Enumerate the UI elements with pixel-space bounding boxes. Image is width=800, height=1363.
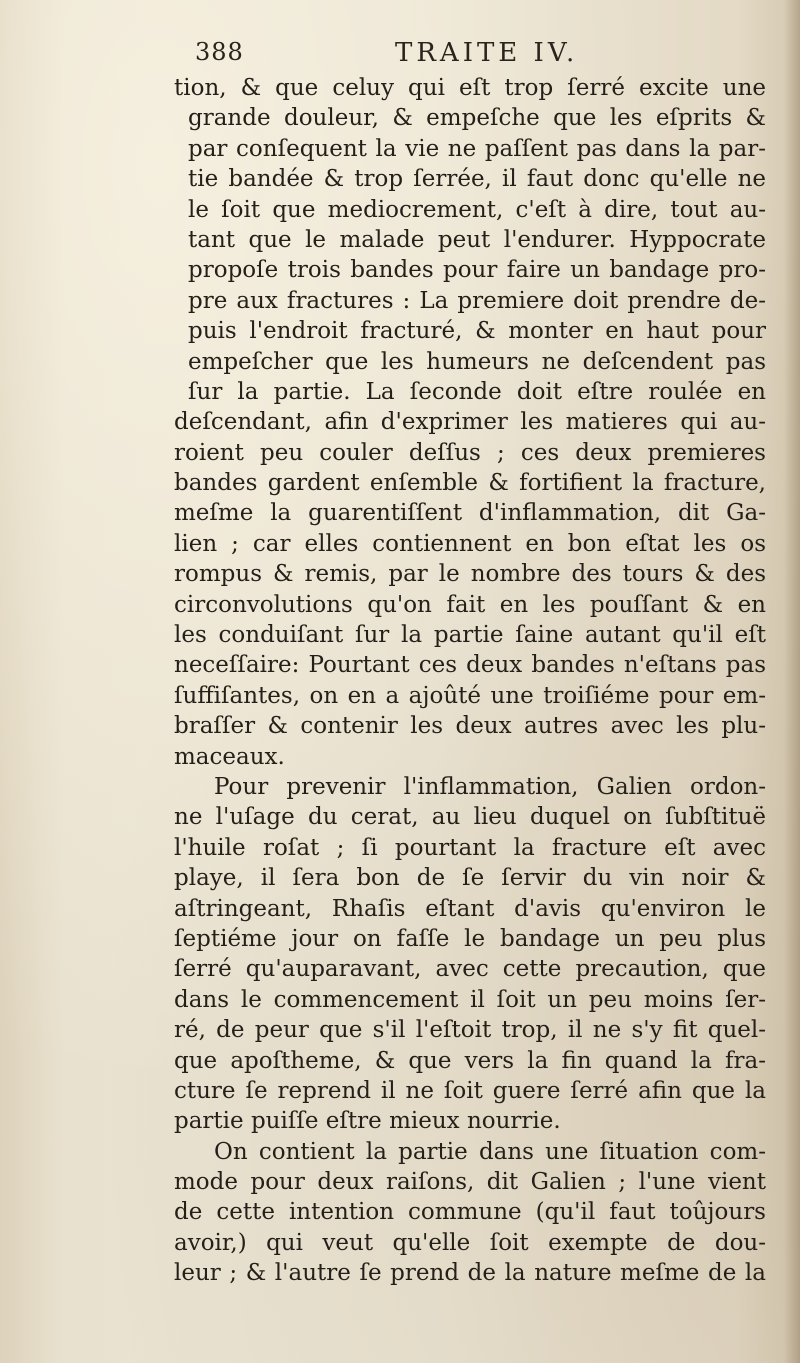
paragraph-start-line: On contient la partie dans une ſituation com- <box>214 1138 766 1165</box>
text-line: neceſſaire: Pourtant ces deux bandes n'eſtans pas <box>174 652 766 679</box>
text-line: l'huile roſat ; ſi pourtant la fracture eſt avec <box>174 834 766 861</box>
text-line: mode pour deux raiſons, dit Galien ; l'une vient <box>174 1169 766 1196</box>
running-title: TRAITE IV. <box>395 38 579 68</box>
text-line: meſme la guarentiſſent d'inflammation, dit Ga- <box>174 500 766 527</box>
text-line: ne l'uſage du cerat, au lieu duquel on ſubſtituë <box>174 804 766 831</box>
text-line: lien ; car elles contiennent en bon eſtat les os <box>174 530 766 557</box>
text-line: ſeptiéme jour on faſſe le bandage un peu plus <box>174 925 766 952</box>
text-line: puis l'endroit fracturé, & monter en haut pour <box>188 318 766 345</box>
paragraph-start-line: Pour prevenir l'inflammation, Galien ordon- <box>214 773 766 800</box>
text-line: ſuffiſantes, on en a ajoûté une troiſiéme pour em- <box>174 682 766 709</box>
text-line: propoſe trois bandes pour faire un bandage pro- <box>188 257 766 284</box>
text-line: empeſcher que les humeurs ne deſcendent pas <box>188 348 766 375</box>
text-line: rompus & remis, par le nombre des tours & des <box>174 561 766 588</box>
text-line: circonvolutions qu'on fait en les pouſſant & en <box>174 591 766 618</box>
page-spine-shadow <box>784 0 800 1363</box>
text-line: playe, il ſera bon de ſe ſervir du vin noir & <box>174 865 766 892</box>
text-line: que apoſtheme, & que vers la fin quand la fra- <box>174 1047 766 1074</box>
text-line: deſcendant, afin d'exprimer les matieres qui au- <box>174 409 766 436</box>
text-line: les conduiſant ſur la partie ſaine autant qu'il eſt <box>174 622 766 649</box>
text-line: leur ; & l'autre ſe prend de la nature meſme de la <box>174 1260 766 1287</box>
text-line: dans le commencement il ſoit un peu moins ſer- <box>174 986 766 1013</box>
text-line: cture ſe reprend il ne ſoit guere ſerré afin que la <box>174 1077 766 1104</box>
text-line: ſerré qu'auparavant, avec cette precaution, que <box>174 956 766 983</box>
text-line: par conſequent la vie ne paſſent pas dans la par- <box>188 135 766 162</box>
body-text <box>174 73 766 1289</box>
text-line: maceaux. <box>174 743 285 770</box>
text-line: roient peu couler deſſus ; ces deux premieres <box>174 439 766 466</box>
text-line: le ſoit que mediocrement, c'eſt à dire, tout au- <box>188 196 766 223</box>
text-line: tant que le malade peut l'endurer. Hyppocrate <box>188 226 766 253</box>
page-number: 388 <box>195 38 244 66</box>
text-line: pre aux fractures : La premiere doit prendre de- <box>188 287 766 314</box>
page-header <box>195 38 755 72</box>
text-line: ré, de peur que s'il l'eſtoit trop, il ne s'y fit quel- <box>174 1017 766 1044</box>
text-line: avoir,) qui veut qu'elle ſoit exempte de dou- <box>174 1229 766 1256</box>
text-line: aſtringeant, Rhaſis eſtant d'avis qu'environ le <box>174 895 766 922</box>
text-line: ſur la partie. La ſeconde doit eſtre roulée en <box>188 378 766 405</box>
text-line: partie puiſſe eſtre mieux nourrie. <box>174 1108 561 1135</box>
text-line: bandes gardent enſemble & fortifient la fracture, <box>174 470 766 497</box>
text-line: grande douleur, & empeſche que les eſprits & <box>188 105 766 132</box>
text-line: tion, & que celuy qui eſt trop ſerré excite une <box>174 75 766 101</box>
text-line: tie bandée & trop ſerrée, il faut donc qu'elle ne <box>188 166 766 193</box>
text-line: braſſer & contenir les deux autres avec les plu- <box>174 713 766 740</box>
text-line: de cette intention commune (qu'il faut toûjours <box>174 1199 766 1226</box>
